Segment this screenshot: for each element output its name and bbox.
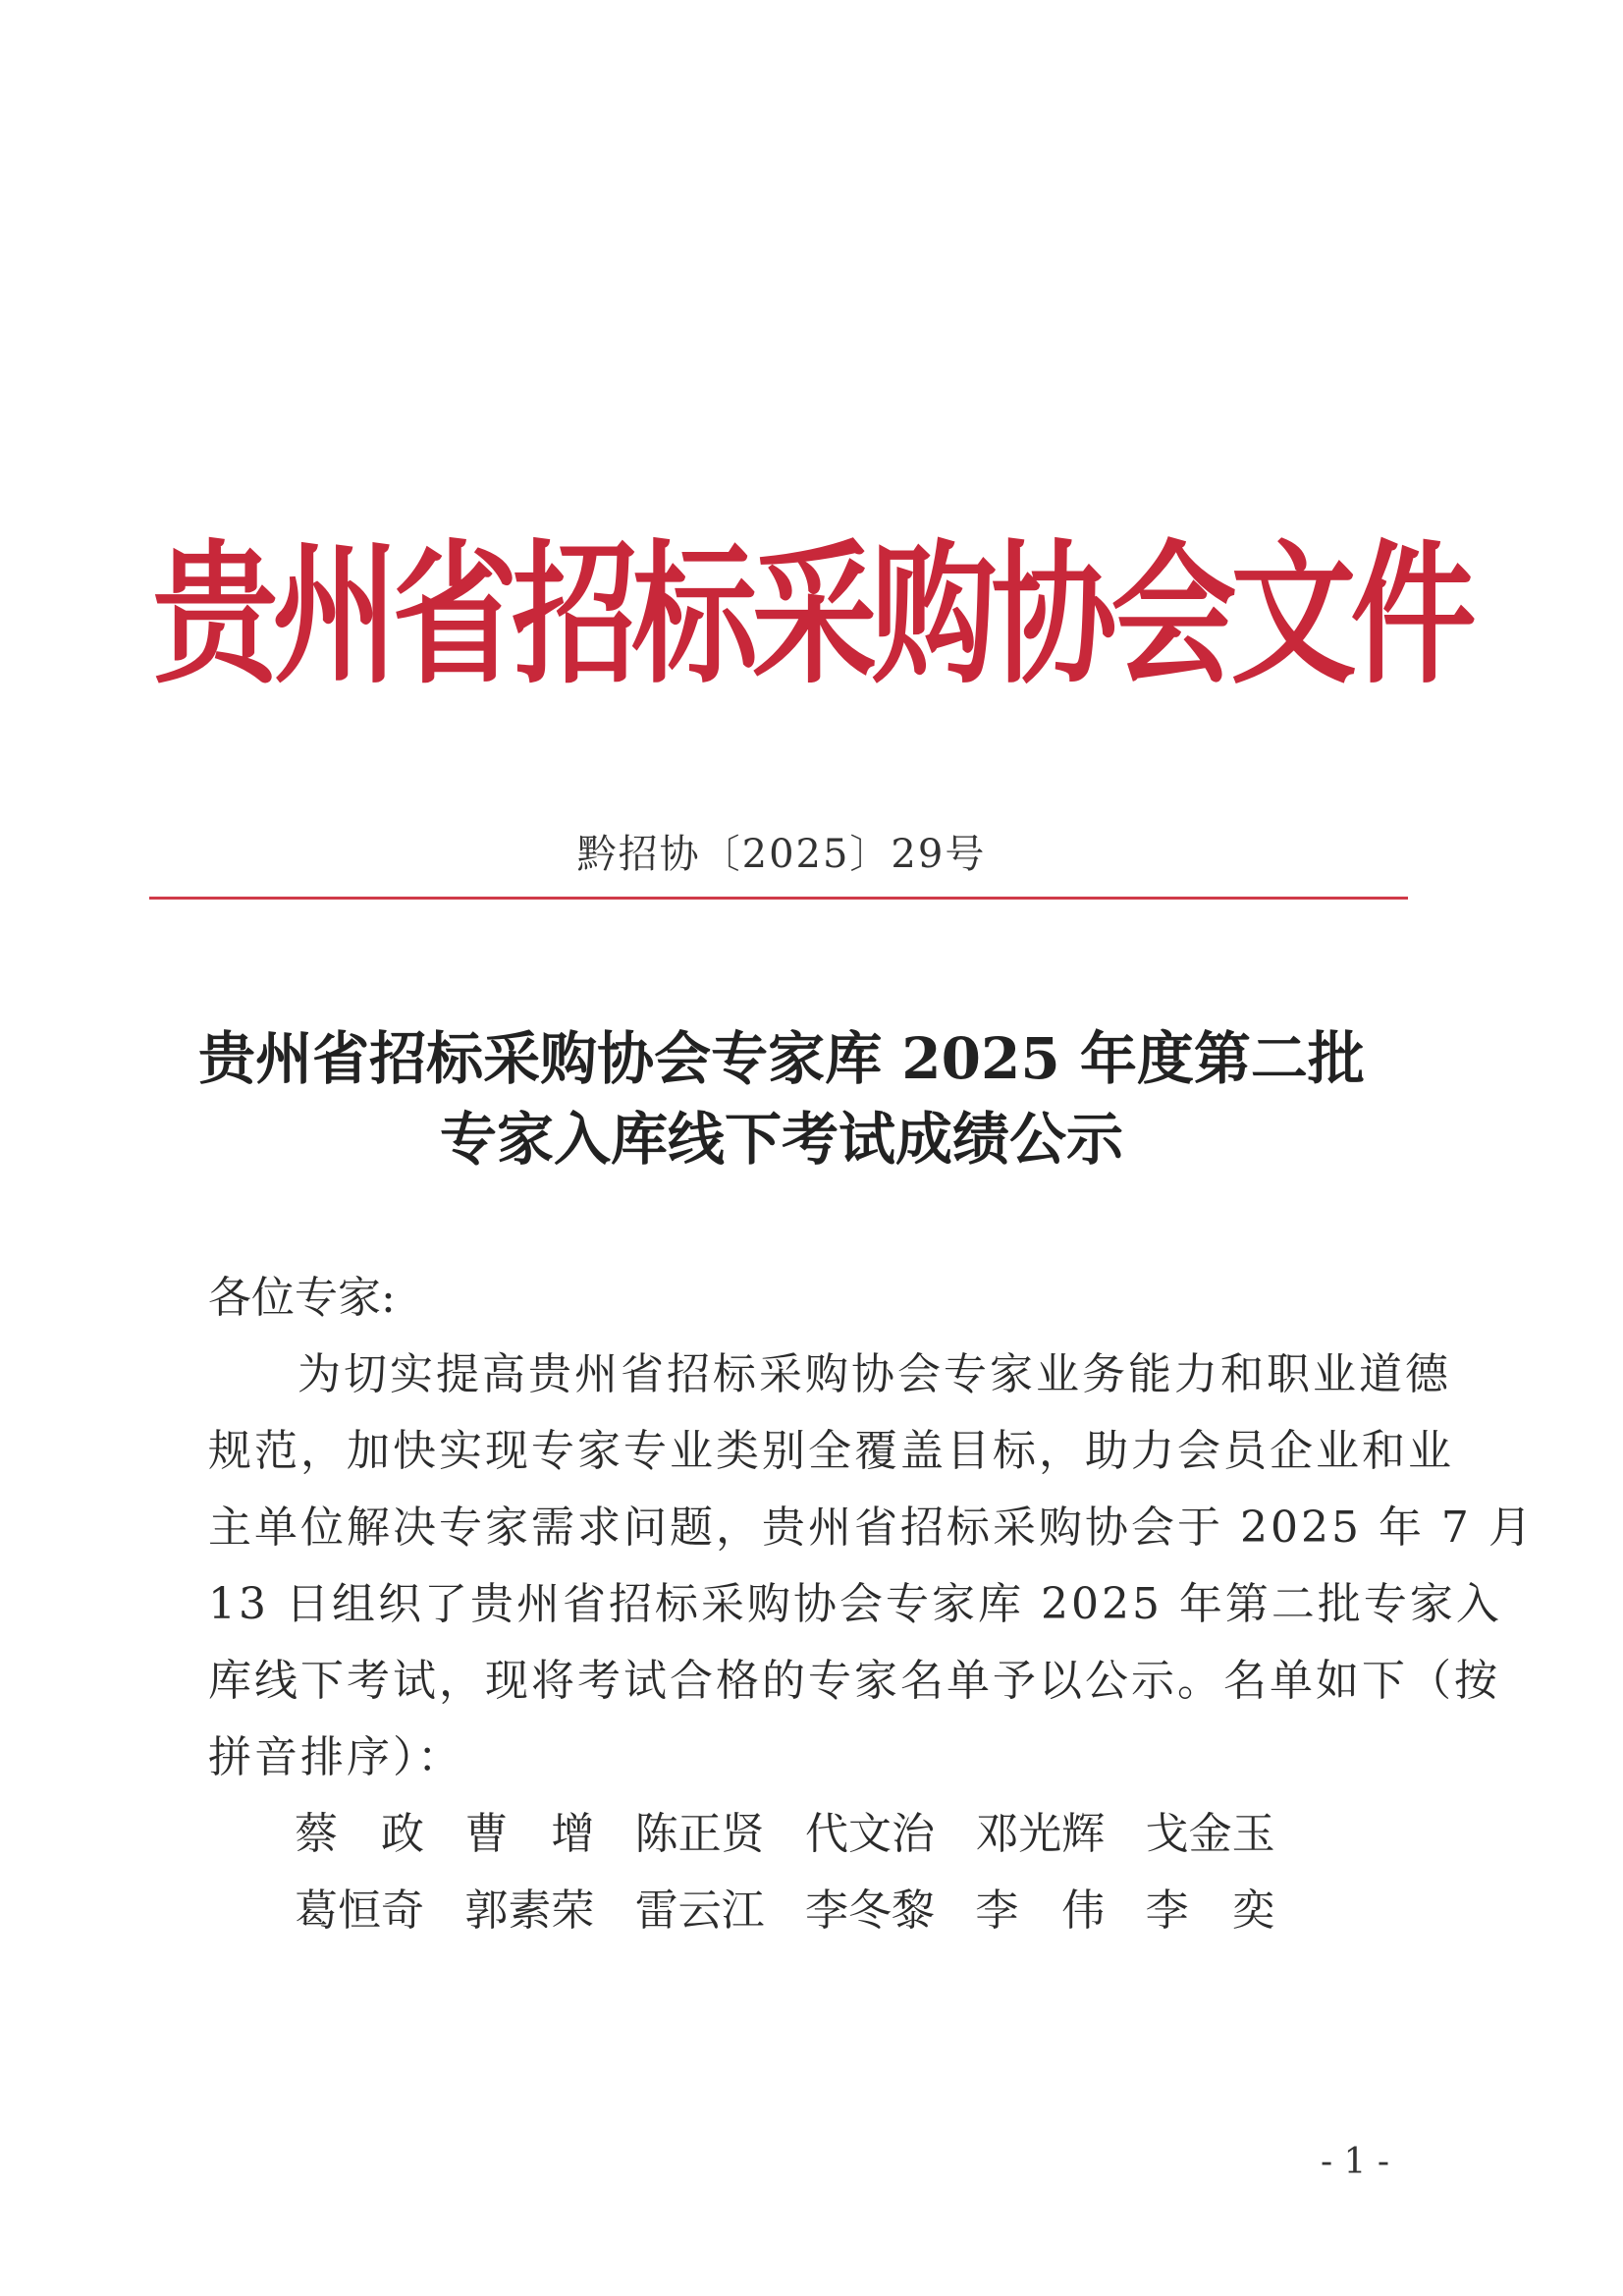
header-divider <box>149 897 1408 900</box>
document-masthead: 贵州省招标采购协会文件 <box>152 526 1471 706</box>
expert-name: 陈正贤 <box>634 1809 765 1859</box>
paragraph-line: 为切实提高贵州省招标采购协会专家业务能力和职业道德 <box>298 1349 1451 1399</box>
paragraph-line: 13 日组织了贵州省招标采购协会专家库 2025 年第二批专家入 <box>208 1579 1502 1629</box>
paragraph-line: 主单位解决专家需求问题，贵州省招标采购协会于 2025 年 7 月 <box>208 1503 1535 1553</box>
expert-name: 邓光辉 <box>975 1809 1106 1859</box>
expert-name: 代文治 <box>804 1809 935 1859</box>
salutation: 各位专家: <box>208 1273 396 1323</box>
page-number: - 1 - <box>1320 2142 1390 2182</box>
expert-name: 李 奕 <box>1145 1886 1275 1936</box>
expert-names-row-2 <box>295 1873 1316 1949</box>
paragraph-line: 规范，加快实现专家专业类别全覆盖目标，助力会员企业和业 <box>208 1426 1454 1476</box>
expert-name: 李 伟 <box>975 1886 1106 1936</box>
expert-name: 曹 增 <box>464 1809 595 1859</box>
document-title-line-1: 贵州省招标采购协会专家库 2025 年度第二批 <box>198 1025 1365 1092</box>
document-number: 黔招协〔2025〕29号 <box>576 832 987 877</box>
document-title-line-2: 专家入库线下考试成绩公示 <box>439 1106 1123 1173</box>
expert-name: 雷云江 <box>634 1886 765 1936</box>
expert-name: 蔡 政 <box>295 1809 424 1859</box>
paragraph-line: 拼音排序）： <box>208 1732 463 1782</box>
expert-name: 葛恒奇 <box>295 1886 424 1936</box>
expert-names-row-1 <box>295 1796 1316 1873</box>
expert-name: 郭素荣 <box>464 1886 595 1936</box>
expert-name: 李冬黎 <box>804 1886 935 1936</box>
paragraph-line: 库线下考试，现将考试合格的专家名单予以公示。名单如下（按 <box>208 1656 1500 1706</box>
expert-name: 戈金玉 <box>1145 1809 1275 1859</box>
